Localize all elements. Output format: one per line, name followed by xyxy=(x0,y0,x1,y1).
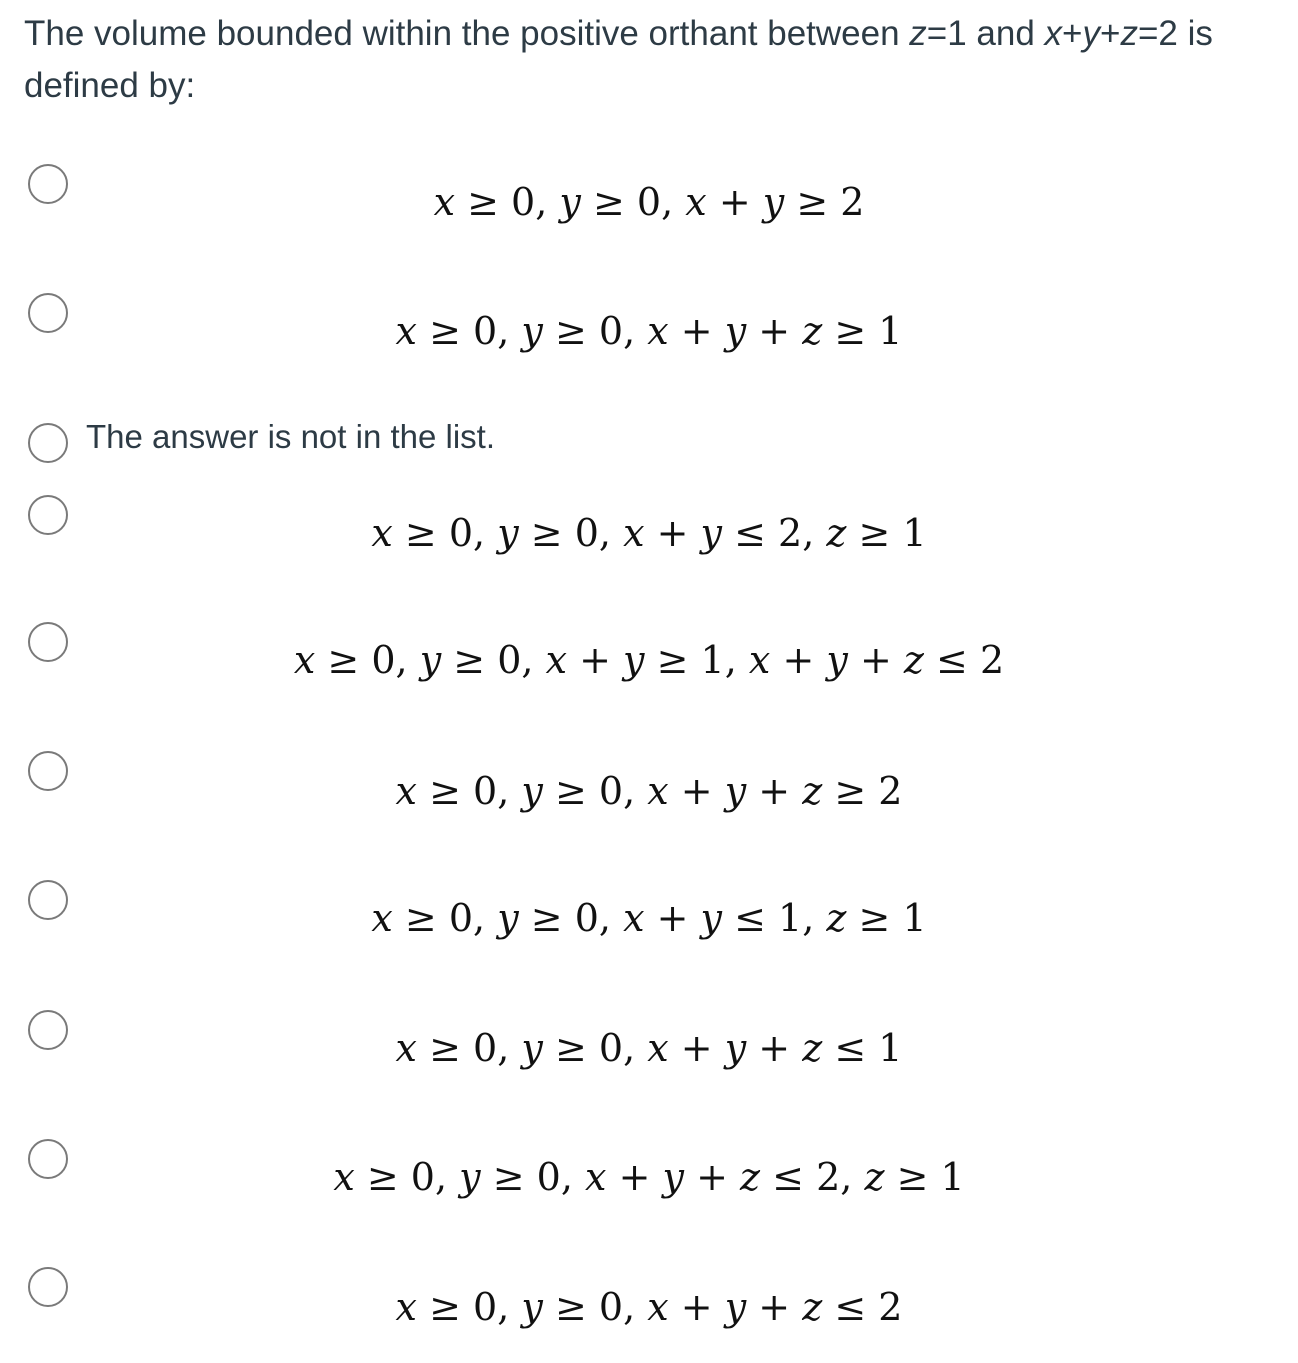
question-text xyxy=(24,8,1284,112)
radio-button[interactable] xyxy=(28,423,68,463)
option-math: x ≥ 0, y ≥ 0, x + y + z ≤ 2 xyxy=(395,1285,903,1329)
question-z-var2: z xyxy=(1120,14,1138,53)
question-z-var: z xyxy=(909,14,927,53)
question-z-eq: =1 and xyxy=(926,14,1045,53)
question-x-var: x xyxy=(1044,14,1063,53)
question-plus1: + xyxy=(1062,14,1083,53)
question-part2: defined by: xyxy=(24,66,196,105)
option-math: x ≥ 0, y ≥ 0, x + y ≤ 1, z ≥ 1 xyxy=(371,896,927,940)
option-math: x ≥ 0, y ≥ 0, x + y + z ≥ 1 xyxy=(395,309,903,353)
question-eq2: =2 is xyxy=(1137,14,1213,53)
question-part1: The volume bounded within the positive orthant between xyxy=(24,14,910,53)
option-math: x ≥ 0, y ≥ 0, x + y ≤ 2, z ≥ 1 xyxy=(371,511,927,555)
option-math: x ≥ 0, y ≥ 0, x + y + z ≥ 2 xyxy=(395,769,903,813)
option-math: x ≥ 0, y ≥ 0, x + y ≥ 2 xyxy=(433,180,865,224)
question-y-var: y xyxy=(1082,14,1100,53)
question-plus2: + xyxy=(1100,14,1121,53)
option-math: x ≥ 0, y ≥ 0, x + y + z ≤ 2, z ≥ 1 xyxy=(333,1155,965,1199)
option-math: x ≥ 0, y ≥ 0, x + y + z ≤ 1 xyxy=(395,1026,903,1070)
option-text: The answer is not in the list. xyxy=(86,418,496,455)
option-math: x ≥ 0, y ≥ 0, x + y ≥ 1, x + y + z ≤ 2 xyxy=(293,638,1005,682)
